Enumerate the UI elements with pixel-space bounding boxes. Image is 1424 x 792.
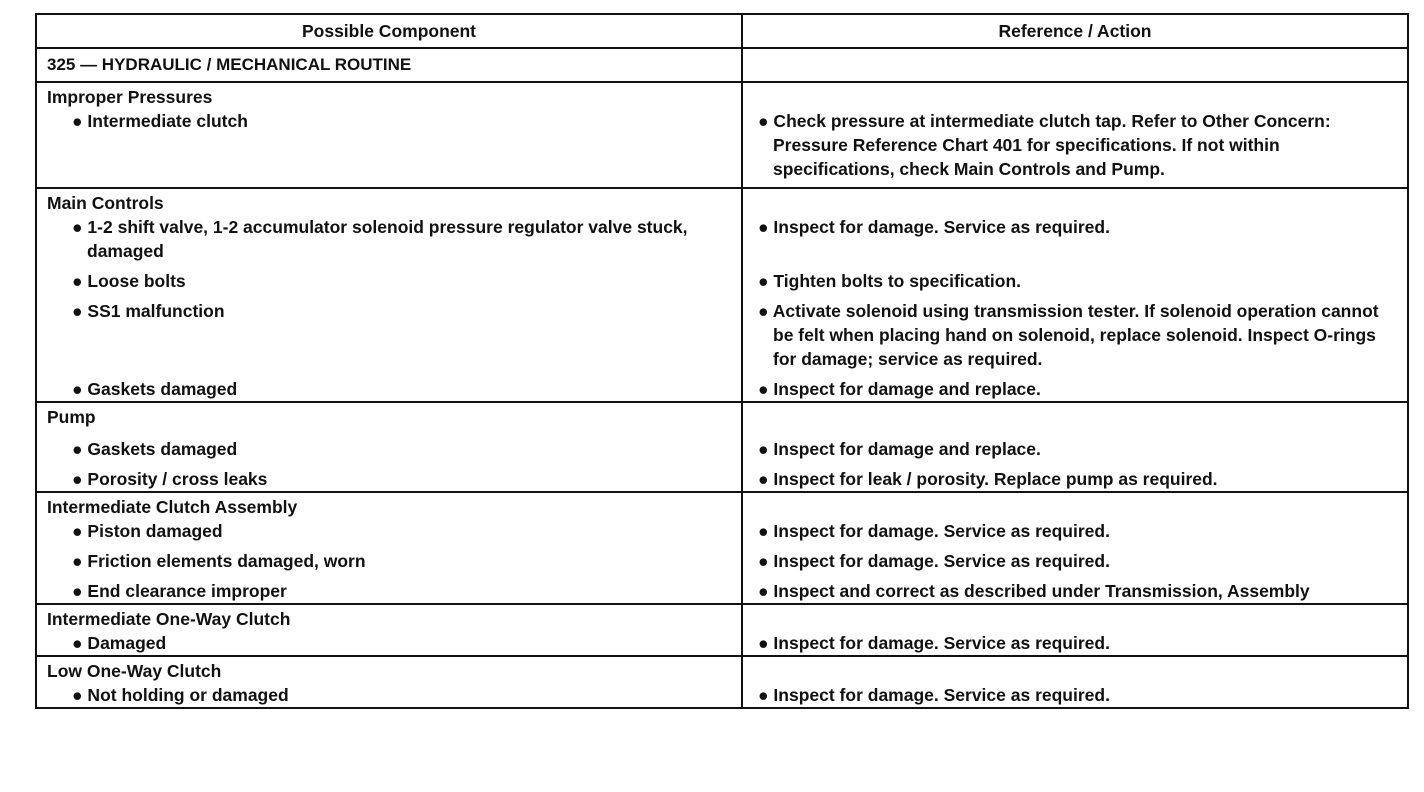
table-header-row [36, 14, 1408, 48]
component-cell [36, 402, 742, 492]
section-heading: Low One-Way Clutch [47, 661, 222, 681]
section-intermediate-one-way-clutch [36, 604, 1408, 656]
action-item: ● Inspect and correct as described under Transmission, Assembly [758, 581, 1310, 601]
component-cell [36, 656, 742, 708]
header-possible-component: Possible Component [36, 14, 742, 48]
action-item: ● Check pressure at intermediate clutch tap. Refer to Other Concern: Pressure Reference Chart 401 for specifications. If not within specifications, check Main Controls and Pump. [758, 111, 1331, 179]
section-heading: Intermediate One-Way Clutch [47, 609, 291, 629]
component-item: ● Gaskets damaged [72, 439, 238, 459]
section-heading: Main Controls [47, 193, 164, 213]
component-item: ● Damaged [72, 633, 167, 653]
section-low-one-way-clutch [36, 656, 1408, 708]
action-item: ● Inspect for damage. Service as required. [758, 685, 1110, 705]
component-item: ● Porosity / cross leaks [72, 469, 268, 489]
routine-title-row [36, 48, 1408, 82]
component-item: ● Not holding or damaged [72, 685, 289, 705]
action-item: ● Inspect for damage and replace. [758, 439, 1041, 459]
header-reference-action: Reference / Action [742, 14, 1408, 48]
action-cell [742, 604, 1408, 656]
action-cell [742, 656, 1408, 708]
component-cell [36, 604, 742, 656]
component-item: ● Gaskets damaged [72, 379, 238, 399]
section-heading: Improper Pressures [47, 87, 213, 107]
section-heading: Intermediate Clutch Assembly [47, 497, 298, 517]
section-intermediate-clutch-assembly [36, 492, 1408, 604]
component-item: ● Piston damaged [72, 521, 223, 541]
action-item: ● Inspect for damage. Service as required. [758, 217, 1110, 237]
component-item: ● 1-2 shift valve, 1-2 accumulator solenoid pressure regulator valve stuck, damaged [72, 217, 688, 261]
diagnostic-table [35, 13, 1409, 709]
component-cell [36, 188, 742, 402]
action-cell [742, 402, 1408, 492]
action-item: ● Inspect for damage. Service as required. [758, 551, 1110, 571]
section-heading: Pump [47, 407, 96, 427]
diagnostic-table-page [35, 13, 1407, 709]
component-item: ● End clearance improper [72, 581, 287, 601]
action-item: ● Inspect for damage and replace. [758, 379, 1041, 399]
section-pump [36, 402, 1408, 492]
action-item: ● Activate solenoid using transmission tester. If solenoid operation cannot be felt when placing hand on solenoid, replace solenoid. Inspect O-rings for damage; service as required. [758, 301, 1379, 369]
section-main-controls [36, 188, 1408, 402]
component-item: ● Friction elements damaged, worn [72, 551, 366, 571]
action-cell [742, 82, 1408, 188]
action-item: ● Inspect for leak / porosity. Replace pump as required. [758, 469, 1218, 489]
routine-title: 325 — HYDRAULIC / MECHANICAL ROUTINE [36, 48, 742, 82]
action-item: ● Inspect for damage. Service as required. [758, 633, 1110, 653]
component-cell [36, 492, 742, 604]
component-item: ● Loose bolts [72, 271, 186, 291]
action-item: ● Inspect for damage. Service as required. [758, 521, 1110, 541]
component-item: ● Intermediate clutch [72, 111, 248, 131]
routine-title-empty-cell [742, 48, 1408, 82]
action-cell [742, 492, 1408, 604]
component-cell [36, 82, 742, 188]
component-item: ● SS1 malfunction [72, 301, 225, 321]
section-improper-pressures [36, 82, 1408, 188]
action-cell [742, 188, 1408, 402]
action-item: ● Tighten bolts to specification. [758, 271, 1022, 291]
